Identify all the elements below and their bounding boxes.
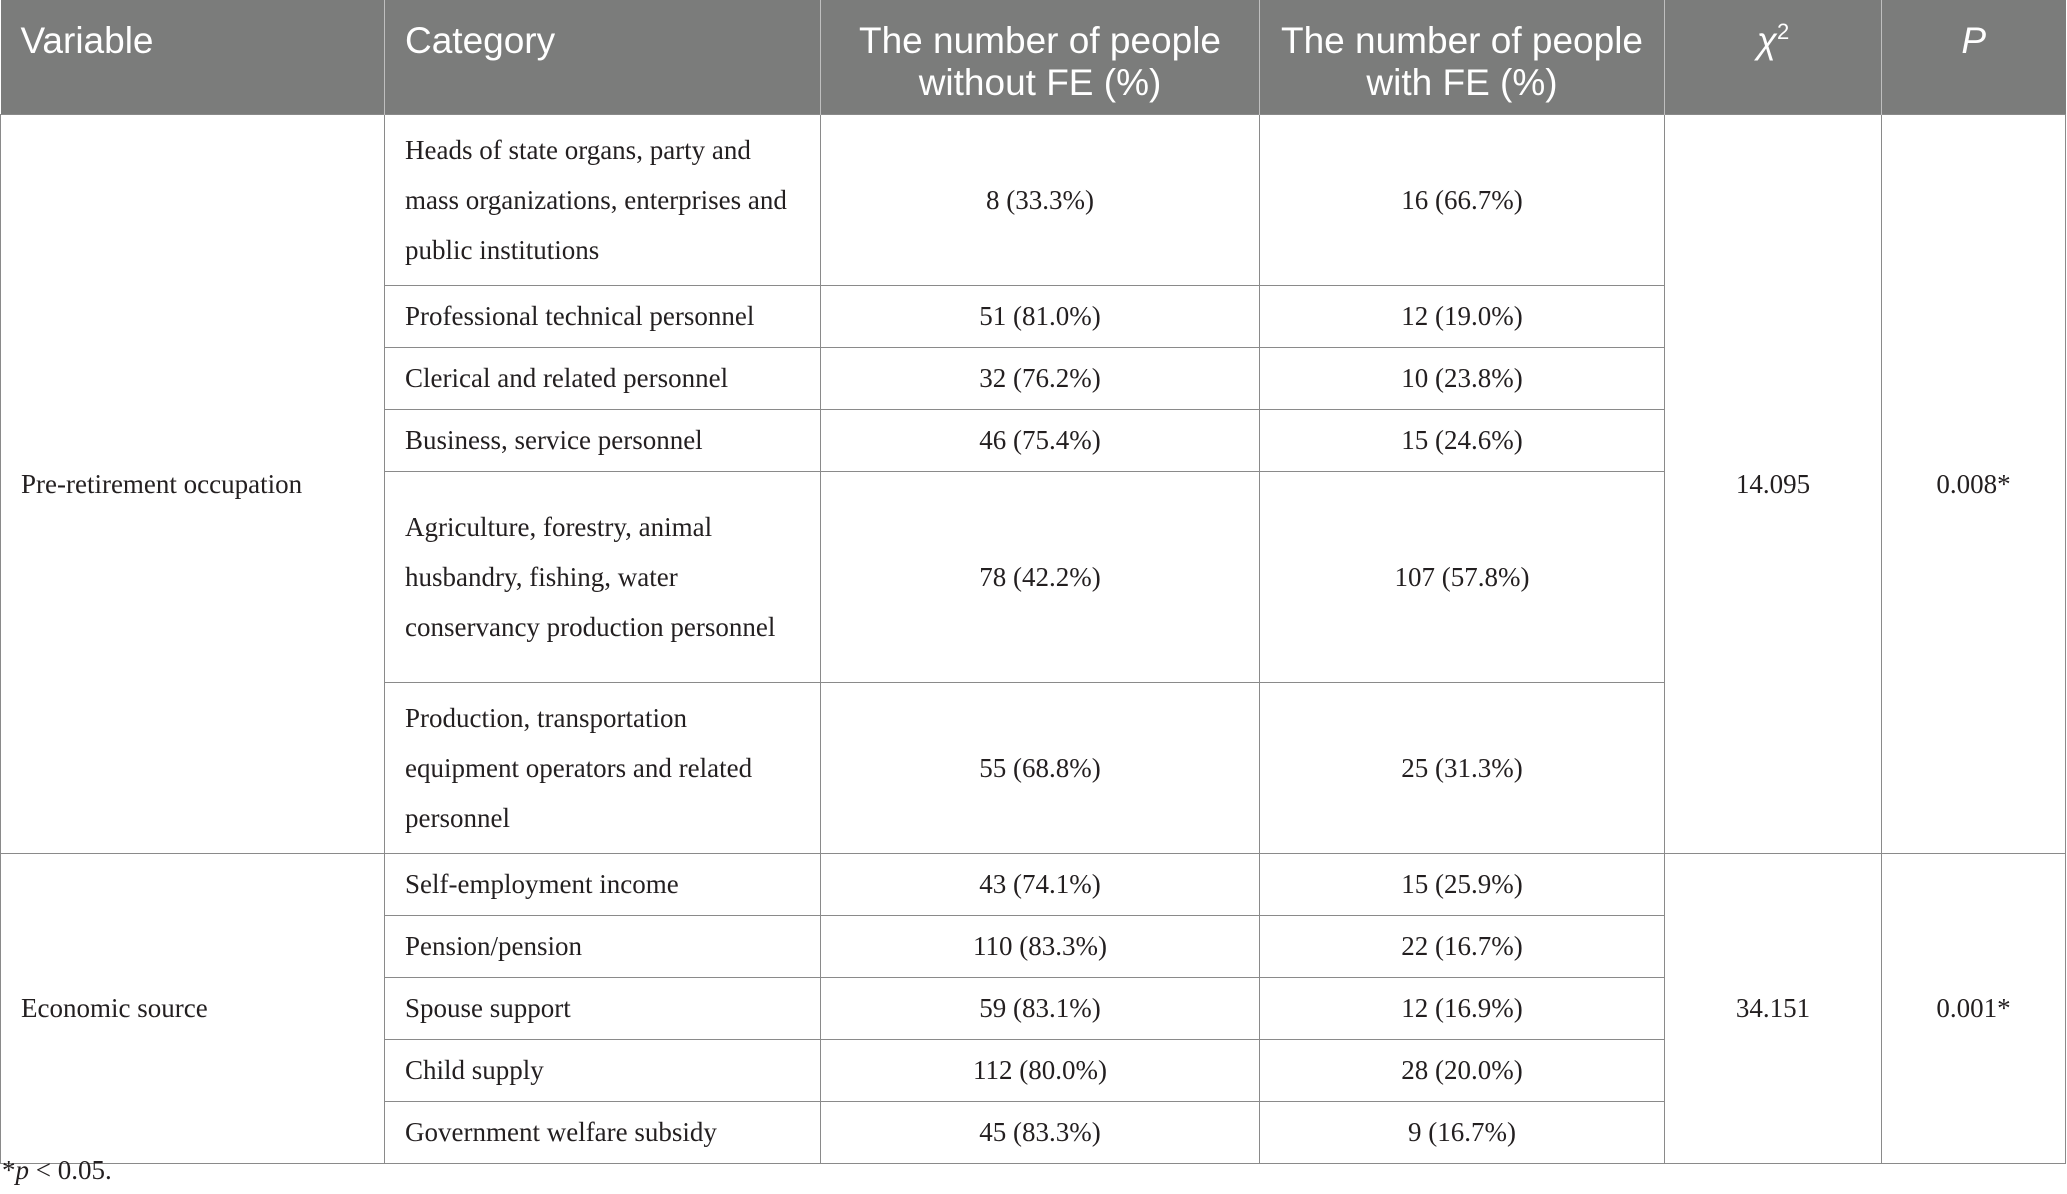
header-with-fe: The number of people with FE (%) xyxy=(1260,0,1665,114)
without-fe-cell: 55 (68.8%) xyxy=(821,682,1260,853)
footnote-p: p xyxy=(15,1155,29,1185)
category-cell: Production, transportation equipment operators and related personnel xyxy=(385,682,821,853)
header-category: Category xyxy=(385,0,821,114)
chi-superscript: 2 xyxy=(1776,19,1790,44)
variable-cell: Pre-retirement occupation xyxy=(1,114,385,853)
with-fe-cell: 25 (31.3%) xyxy=(1260,682,1665,853)
without-fe-cell: 46 (75.4%) xyxy=(821,409,1260,471)
with-fe-cell: 9 (16.7%) xyxy=(1260,1101,1665,1163)
with-fe-cell: 107 (57.8%) xyxy=(1260,471,1665,682)
without-fe-cell: 8 (33.3%) xyxy=(821,114,1260,285)
with-fe-cell: 12 (19.0%) xyxy=(1260,285,1665,347)
with-fe-cell: 22 (16.7%) xyxy=(1260,915,1665,977)
category-cell: Heads of state organs, party and mass organizations, enterprises and public institutions xyxy=(385,114,821,285)
without-fe-cell: 59 (83.1%) xyxy=(821,977,1260,1039)
category-cell: Professional technical personnel xyxy=(385,285,821,347)
category-cell: Business, service personnel xyxy=(385,409,821,471)
table-row xyxy=(1,114,2066,285)
without-fe-cell: 110 (83.3%) xyxy=(821,915,1260,977)
footnote-text: < 0.05. xyxy=(29,1155,112,1185)
header-without-fe: The number of people without FE (%) xyxy=(821,0,1260,114)
category-cell: Agriculture, forestry, animal husbandry, fishing, water conservancy production personnel xyxy=(385,471,821,682)
variable-cell: Economic source xyxy=(1,853,385,1163)
header-p: P xyxy=(1882,0,2066,114)
header-variable: Variable xyxy=(1,0,385,114)
with-fe-cell: 16 (66.7%) xyxy=(1260,114,1665,285)
with-fe-cell: 28 (20.0%) xyxy=(1260,1039,1665,1101)
category-cell: Child supply xyxy=(385,1039,821,1101)
with-fe-cell: 15 (24.6%) xyxy=(1260,409,1665,471)
header-chi-square xyxy=(1665,0,1882,114)
with-fe-cell: 10 (23.8%) xyxy=(1260,347,1665,409)
chi-symbol: χ xyxy=(1756,20,1777,61)
header-row xyxy=(1,0,2066,114)
without-fe-cell: 43 (74.1%) xyxy=(821,853,1260,915)
with-fe-cell: 12 (16.9%) xyxy=(1260,977,1665,1039)
chi-square-cell: 14.095 xyxy=(1665,114,1882,853)
category-cell: Clerical and related personnel xyxy=(385,347,821,409)
without-fe-cell: 45 (83.3%) xyxy=(821,1101,1260,1163)
chi-square-cell: 34.151 xyxy=(1665,853,1882,1163)
p-value-cell: 0.008* xyxy=(1882,114,2066,853)
with-fe-cell: 15 (25.9%) xyxy=(1260,853,1665,915)
table-row xyxy=(1,853,2066,915)
without-fe-cell: 32 (76.2%) xyxy=(821,347,1260,409)
category-cell: Spouse support xyxy=(385,977,821,1039)
without-fe-cell: 51 (81.0%) xyxy=(821,285,1260,347)
p-value-cell: 0.001* xyxy=(1882,853,2066,1163)
category-cell: Pension/pension xyxy=(385,915,821,977)
category-cell: Government welfare subsidy xyxy=(385,1101,821,1163)
table-footnote xyxy=(2,1152,112,1188)
category-cell: Self-employment income xyxy=(385,853,821,915)
without-fe-cell: 112 (80.0%) xyxy=(821,1039,1260,1101)
without-fe-cell: 78 (42.2%) xyxy=(821,471,1260,682)
footnote-star: * xyxy=(2,1155,16,1185)
